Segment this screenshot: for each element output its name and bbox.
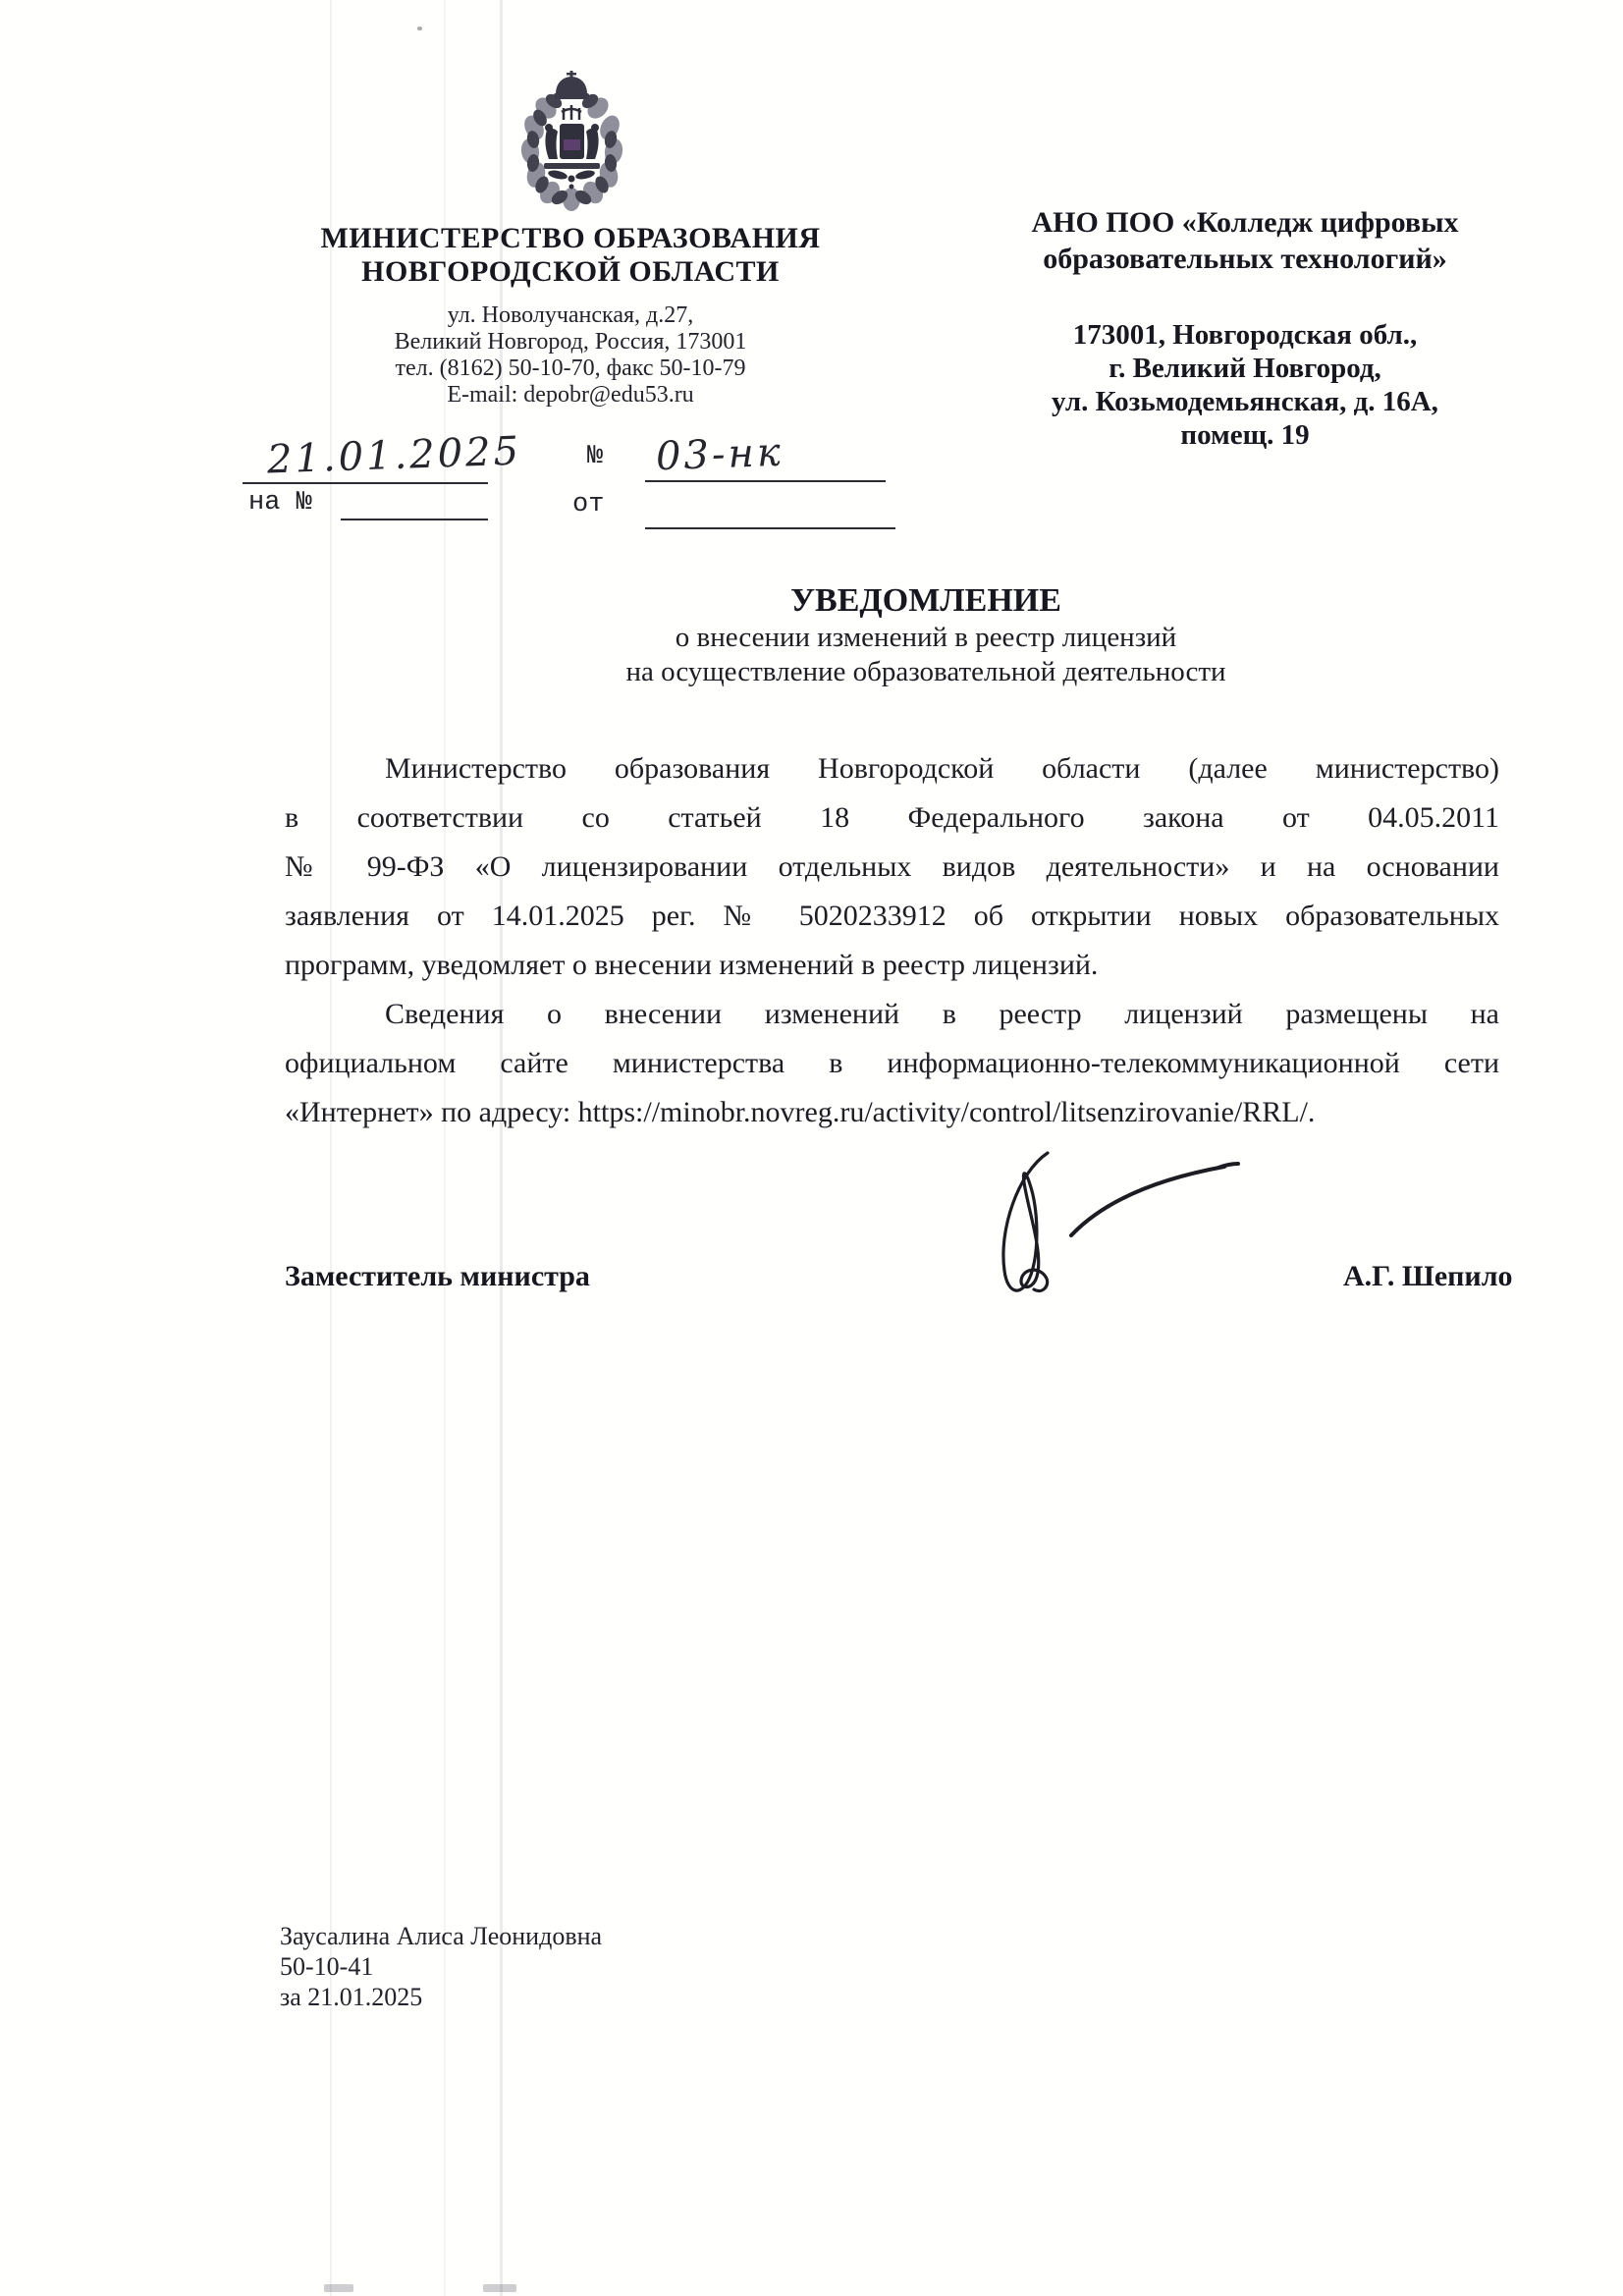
sender-letterhead bbox=[256, 222, 885, 409]
recipient-name-line2: образовательных технологий» bbox=[1043, 243, 1447, 275]
number-label: № bbox=[587, 442, 604, 471]
document-title: УВЕДОМЛЕНИЕ bbox=[790, 582, 1061, 619]
executor-phone: 50-10-41 bbox=[280, 1952, 374, 1981]
document-subtitle-line2: на осуществление образовательной деятельности bbox=[625, 656, 1226, 687]
recipient-address-line2: г. Великий Новгород, bbox=[1109, 353, 1381, 384]
scan-speck bbox=[324, 2284, 353, 2292]
body-line: официальном сайте министерства в информационно-телекоммуникационной сети bbox=[285, 1047, 1499, 1079]
ministry-address bbox=[256, 302, 885, 409]
body-line: «Интернет» по адресу: https://minobr.novreg.ru/activity/control/litsenzirovanie/RRL/. bbox=[285, 1096, 1316, 1128]
body-line: Сведения о внесении изменений в реестр лицензий размещены на bbox=[385, 998, 1499, 1030]
executor-name: Заусалина Алиса Леонидовна bbox=[280, 1922, 603, 1950]
from-underline bbox=[645, 527, 895, 529]
recipient-address bbox=[952, 318, 1538, 452]
scan-speck bbox=[417, 27, 422, 30]
signer-name: А.Г. Шепило bbox=[1343, 1260, 1513, 1292]
recipient-block bbox=[952, 204, 1538, 452]
outgoing-date-handwritten: 21.01.2025 bbox=[266, 428, 522, 483]
coat-of-arms-icon bbox=[514, 69, 630, 212]
signer-position-title: Заместитель министра bbox=[285, 1260, 590, 1292]
scan-speck bbox=[483, 2284, 516, 2292]
executor-date: за 21.01.2025 bbox=[280, 1983, 423, 2011]
from-label: от bbox=[572, 490, 605, 519]
executor-footer bbox=[280, 1921, 602, 2012]
reply-underline bbox=[341, 519, 488, 520]
ministry-address-street: ул. Новолучанская, д.27, bbox=[447, 302, 694, 328]
outgoing-number-handwritten: 03-нк bbox=[655, 429, 784, 480]
recipient-address-line3: ул. Козьмодемьянская, д. 16А, bbox=[1052, 386, 1438, 417]
body-line: Министерство образования Новгородской области (далее министерство) bbox=[385, 752, 1499, 785]
recipient-address-line4: помещ. 19 bbox=[1180, 419, 1310, 451]
ministry-title bbox=[256, 222, 885, 289]
document-subtitle-line1: о внесении изменений в реестр лицензий bbox=[675, 622, 1177, 653]
body-line: программ, уведомляет о внесении изменений в реестр лицензий. bbox=[285, 949, 1099, 981]
recipient-name bbox=[952, 204, 1538, 277]
body-line: № 99-ФЗ «О лицензировании отдельных видов деятельности» и на основании bbox=[285, 850, 1499, 883]
recipient-address-line1: 173001, Новгородская обл., bbox=[1072, 319, 1418, 351]
body-line: заявления от 14.01.2025 рег. № 5020233912 об открытии новых образовательных bbox=[285, 900, 1499, 932]
ministry-title-line2: НОВГОРОДСКОЙ ОБЛАСТИ bbox=[361, 255, 780, 288]
date-underline bbox=[243, 482, 488, 484]
ministry-address-phone: тел. (8162) 50-10-70, факс 50-10-79 bbox=[395, 355, 746, 381]
ministry-address-city: Великий Новгород, Россия, 173001 bbox=[394, 329, 747, 355]
body-line: в соответствии со статьей 18 Федерального закона от 04.05.2011 bbox=[285, 801, 1499, 834]
document-heading bbox=[533, 581, 1319, 689]
recipient-name-line1: АНО ПОО «Колледж цифровых bbox=[1031, 206, 1459, 239]
number-underline bbox=[645, 480, 886, 482]
signature-icon bbox=[967, 1139, 1271, 1316]
body-text bbox=[285, 744, 1499, 1137]
ministry-title-line1: МИНИСТЕРСТВО ОБРАЗОВАНИЯ bbox=[320, 222, 821, 254]
ministry-address-email: E-mail: depobr@edu53.ru bbox=[447, 382, 694, 408]
reply-to-label: на № bbox=[248, 488, 312, 518]
